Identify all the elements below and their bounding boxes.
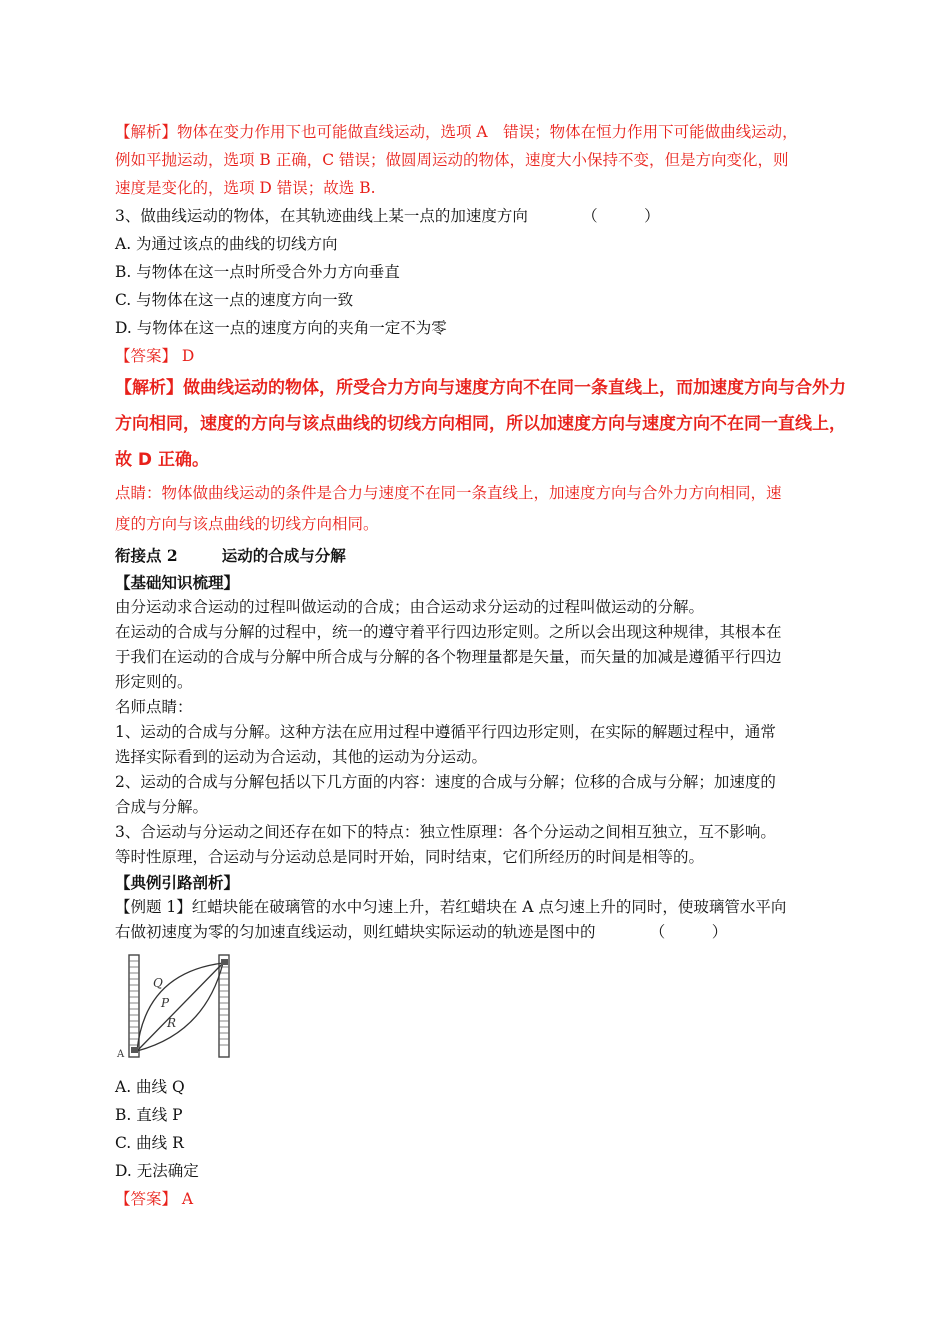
basics-paragraph-2-line-3: 形定则的。	[115, 673, 193, 691]
label-r: R	[167, 1016, 177, 1030]
label-q: Q	[153, 976, 163, 990]
basics-heading: 【基础知识梳理】	[115, 573, 240, 592]
teacher-tip-heading: 名师点睛：	[115, 698, 193, 716]
basics-paragraph-2-line-2: 于我们在运动的合成与分解中所合成与分解的各个物理量都是矢量，而矢量的加减是遵循平行四边	[115, 648, 782, 666]
teacher-tip-2-line-1: 2、运动的合成与分解包括以下几方面的内容：速度的合成与分解；位移的合成与分解；加速度的	[115, 773, 776, 791]
example-1-option-a: A. 曲线 Q	[115, 1078, 185, 1096]
analysis-line-3: 速度是变化的，选项 D 错误；故选 B.	[115, 179, 376, 197]
right-tube-hatching	[219, 967, 229, 1045]
left-tube	[129, 955, 139, 1057]
example-1-line-2: 右做初速度为零的匀加速直线运动，则红蜡块实际运动的轨迹是图中的 （ ）	[115, 923, 728, 941]
section-label: 衔接点 2	[115, 546, 178, 565]
example-1-option-c: C. 曲线 R	[115, 1134, 184, 1152]
section-heading	[115, 542, 845, 570]
label-a: A	[117, 1049, 125, 1060]
teacher-tip-2-line-2: 合成与分解。	[115, 798, 209, 816]
question-3-option-a: A. 为通过该点的曲线的切线方向	[115, 235, 338, 253]
tip-line-1: 点睛：物体做曲线运动的条件是合力与速度不在同一条直线上，加速度方向与合外力方向相同，速	[115, 484, 782, 502]
question-3-option-b: B. 与物体在这一点时所受合外力方向垂直	[115, 263, 400, 281]
wax-block-start	[131, 1047, 138, 1053]
section-title: 运动的合成与分解	[221, 546, 346, 565]
glass-tube-figure	[115, 953, 245, 1063]
analysis2-line-2: 方向相同，速度的方向与该点曲线的切线方向相同，所以加速度方向与速度方向不在同一直线上，	[115, 414, 846, 434]
analysis2-line-3: 故 D 正确。	[115, 450, 209, 470]
teacher-tip-3-line-2: 等时性原理，合运动与分运动总是同时开始，同时结束，它们所经历的时间是相等的。	[115, 848, 705, 866]
left-tube-hatching	[129, 961, 139, 1045]
basics-paragraph-1: 由分运动求合运动的过程叫做运动的合成；由合运动求分运动的过程叫做运动的分解。	[115, 598, 705, 616]
example-1-answer: 【答案】 A	[115, 1190, 194, 1208]
wax-block-end	[221, 959, 228, 965]
example-1-option-b: B. 直线 P	[115, 1106, 183, 1124]
tip-line-2: 度的方向与该点曲线的切线方向相同。	[115, 515, 379, 533]
teacher-tip-3-line-1: 3、合运动与分运动之间还存在如下的特点：独立性原理：各个分运动之间相互独立，互不影响。	[115, 823, 776, 841]
analysis-line-2: 例如平抛运动，选项 B 正确，C 错误；做圆周运动的物体，速度大小保持不变，但是方向变化，则	[115, 151, 789, 169]
example-1-option-d: D. 无法确定	[115, 1162, 199, 1180]
label-p: P	[161, 996, 170, 1010]
analysis-line-1: 【解析】物体在变力作用下也可能做直线运动，选项 A 错误；物体在恒力作用下可能做曲线运动，	[115, 123, 798, 141]
example-1-line-1: 【例题 1】红蜡块能在破璃管的水中匀速上升，若红蜡块在 A 点匀速上升的同时，使玻璃管水平向	[115, 898, 787, 916]
analysis2-line-1: 【解析】做曲线运动的物体，所受合力方向与速度方向不在同一条直线上，而加速度方向与合外力	[115, 378, 846, 398]
question-3-option-c: C. 与物体在这一点的速度方向一致	[115, 291, 354, 309]
basics-paragraph-2-line-1: 在运动的合成与分解的过程中，统一的遵守着平行四边形定则。之所以会出现这种规律，其根本在	[115, 623, 782, 641]
question-3-option-d: D. 与物体在这一点的速度方向的夹角一定不为零	[115, 319, 447, 337]
example-heading: 【典例引路剖析】	[115, 873, 240, 892]
question-3-stem: 3、做曲线运动的物体，在其轨迹曲线上某一点的加速度方向 （ ）	[115, 207, 660, 225]
document-page	[115, 118, 845, 1213]
question-3-answer: 【答案】 D	[115, 347, 195, 365]
teacher-tip-1-line-2: 选择实际看到的运动为合运动，其他的运动为分运动。	[115, 748, 488, 766]
teacher-tip-1-line-1: 1、运动的合成与分解。这种方法在应用过程中遵循平行四边形定则，在实际的解题过程中，通常	[115, 723, 776, 741]
